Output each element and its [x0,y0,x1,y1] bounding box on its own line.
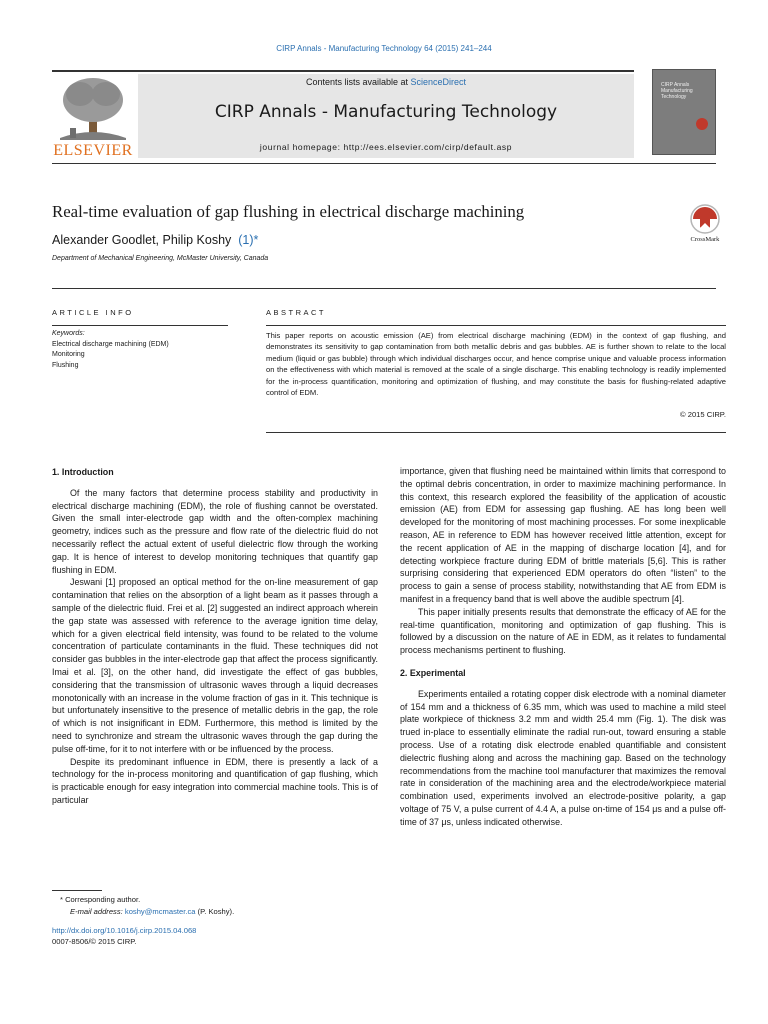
abstract-text: This paper reports on acoustic emission (AE) from electrical discharge machining (EDM) in the context of gap flushing, and demonstrates its sensitivity to gap contamination from both metallic debris and gas bubbles. AE is further shown to relate to the local medium (liquid or gas bubble) through which individual discharges occur, and hence comprise unique and valuable process information on the effectiveness with which material is removed at the scale of a single discharge. This enabling technology is readily implemented for the in-process quantification, monitoring and optimization of flushing, and may constitute the basis for flushing-related adaptive control of EDM. [266,331,726,398]
article-title: Real-time evaluation of gap flushing in electrical discharge machining [52,202,525,221]
footnote [52,894,372,917]
cover-title: CIRP Annals Manufacturing Technology [661,82,693,100]
footnote-rule [52,890,102,891]
body-paragraph: Experiments entailed a rotating copper disk electrode with a nominal diameter of 154 mm and a thickness of 6.35 mm, which was used to machine a mild steel plate workpiece of thickness 3.2 mm and width 25.4 mm (Fig. 1). The disk was trued in-place to essentially eliminate the radial run-out, toward ensuring a stable process. Use of a rotating disk electrode enabled quantifiable and consistent dielectric flushing along and across the machining gap. Based on the technology recommendations from the machine tool manufacturer that maximizes the removal rate in consideration of the machining area and the electrode/workpiece material combination used, experiments involved an electrode-positive polarity, a gap voltage of 75 V, a pulse current of 4.4 A, a pulse on-time of 154 μs and a pulse off-time of 37 μs, unless indicated otherwise. [400,688,726,827]
abstract-rule [266,325,726,326]
abstract-bottom-rule [266,432,726,433]
crossmark-icon[interactable] [688,204,722,236]
body-column-right [400,465,726,921]
email-link[interactable]: koshy@mcmaster.ca [124,906,196,916]
author-marker-link[interactable]: (1)* [238,233,259,247]
issn-line: 0007-8506/© 2015 CIRP. [52,937,137,946]
body-paragraph: Of the many factors that determine process stability and productivity in electrical discharge machining (EDM), the role of flushing cannot be overstated. Given the small inter-electrode gap width and the often-complex machining geometry, indices such as the pressure and flow rate of the dielectric fluid do not necessarily reflect the actual extent of useful dielectric flow through the working gap. It is hence of interest to develop monitoring techniques that quantify gap flushing in EDM. [52,487,378,575]
sciencedirect-link[interactable]: ScienceDirect [410,77,467,87]
abstract-copyright: © 2015 CIRP. [680,410,726,419]
email-suffix: (P. Koshy). [197,906,235,916]
footnote-email-line [52,906,372,918]
header-bottom-rule [52,163,716,164]
journal-title: CIRP Annals - Manufacturing Technology [214,102,558,122]
cover-badge-icon [696,118,708,130]
email-label: E-mail address: [70,906,123,916]
article-info-heading: ARTICLE INFO [52,308,134,317]
keywords-label: Keywords: [52,330,85,337]
keyword-item: Flushing [52,361,79,369]
contents-prefix: Contents lists available at [305,77,411,87]
body-paragraph: This paper initially presents results that demonstrate the efficacy of AE for the real-time quantification, monitoring and optimization of gap flushing. This is followed by a discussion on the nature of AE in EDM, as it relates to fundamental process mechanisms pertinent to flushing. [400,606,726,656]
top-rule [52,70,634,72]
journal-homepage[interactable]: journal homepage: http://ees.elsevier.com/cirp/default.asp [259,142,513,152]
body-paragraph: Jeswani [1] proposed an optical method for the on-line measurement of gap contamination that relies on the absorption of a light beam as it passes through a sample of the dielectric fluid. Frei et al. [2] suggested an indirect approach wherein the gap state was assessed with reference to the average ignition time delay, which for a given electrical field intensity, was found to be related to the volume concentration of particulate contaminants in the fluid. These techniques did not consider gas bubbles in the inter-electrode gap that affect the process significantly. Imai et al. [3], on the other hand, did investigate the effect of gas bubbles, considering that the transmission of ultrasonic waves through a liquid decreases monotonically with an increase in the volume fraction of gas in it. This technique is but unfortunately insensitive to the presence of metallic debris in the gap, the role of which is not insignificant in EDM. Furthermore, this method is limited by the need to synchronize and stream the ultrasonic waves through the gap during the pulse off-time, for it to not interfere with or be influenced by the process. [52,577,378,754]
elsevier-wordmark: ELSEVIER [53,142,133,159]
keyword-item: Electrical discharge machining (EDM) [52,340,169,348]
body-paragraph: importance, given that flushing need be maintained within limits that correspond to the optimal debris concentration, in order to maximize machining performance. In this context, this research explored the feasibility of the application of acoustic emission (AE) from EDM for assessing gap flushing. AE has long been well developed for the monitoring of most machining processes. For some inexplicable reason, AE in reference to EDM has however received little attention, except for the recent application of AE in the mapping of discharge location [4], and for detecting workpiece fracture during EDM of brittle materials [5,6]. This is rather surprising considering that experienced EDM operators do often “listen” to the process to gain a sense of process stability, notwithstanding that AE from EDM is manifest in a frequency band that is well above the audible spectrum [4]. [400,466,726,604]
abstract-heading: ABSTRACT [266,308,327,317]
authors-names: Alexander Goodlet, Philip Koshy [52,233,232,247]
section-heading-experimental: 2. Experimental [400,667,466,678]
author-list [52,233,258,247]
article-info-rule [52,325,228,326]
affiliation: Department of Mechanical Engineering, McMaster University, Canada [52,255,269,262]
crossmark-label: CrossMark [690,236,720,243]
journal-reference[interactable]: CIRP Annals - Manufacturing Technology 64 (2015) 241–244 [276,44,492,53]
keyword-item: Monitoring [52,351,85,358]
section-rule [52,288,716,289]
contents-line [138,77,634,87]
body-paragraph: Despite its predominant influence in EDM, there is presently a lack of a technology for the in-process monitoring and quantification of gap flushing, which is practicable enough for easy integration into commercial machine tools. This is of particular [52,756,378,805]
body-column-left [52,466,378,864]
section-heading-introduction: 1. Introduction [52,467,114,477]
keywords-block [52,329,228,371]
footnote-corresponding: * Corresponding author. [60,895,141,904]
doi-link[interactable]: http://dx.doi.org/10.1016/j.cirp.2015.04.068 [52,926,197,935]
journal-cover-thumbnail[interactable] [652,69,716,155]
